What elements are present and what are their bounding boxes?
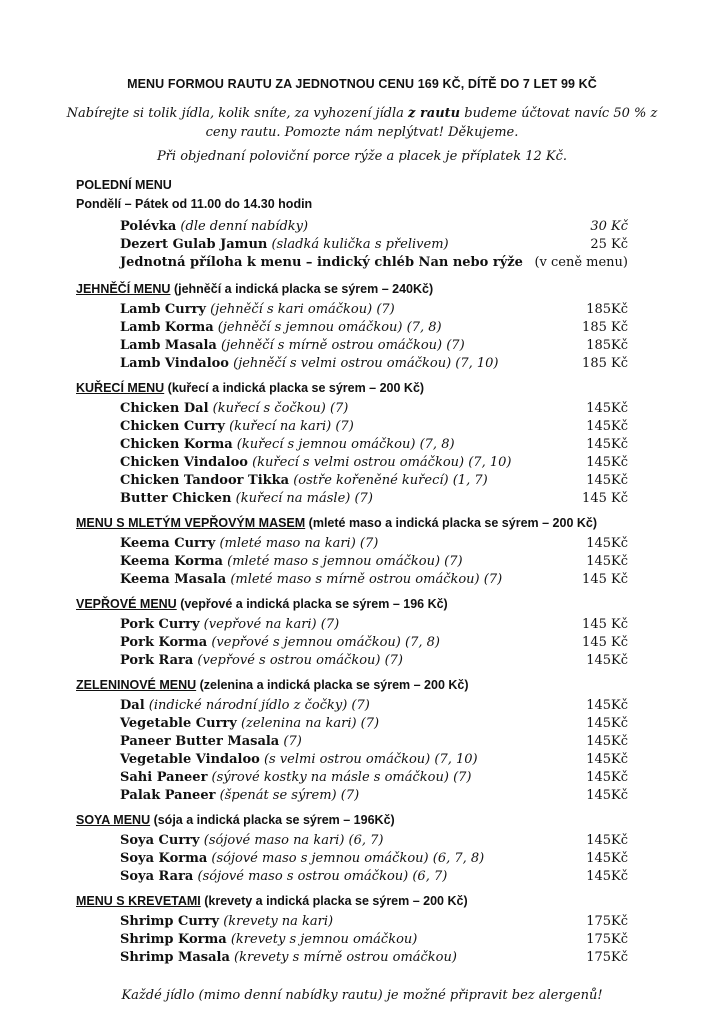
dish-price: 30 Kč [590,219,628,234]
dish-text [120,491,373,506]
dish-name: Chicken Tandoor Tikka [120,473,290,488]
dish-name: Polévka [120,219,177,234]
dish-name: Butter Chicken [120,491,232,506]
dish-price: 145 Kč [582,491,628,506]
dish-description: (jehněčí s velmi ostrou omáčkou) (7, 10) [228,356,499,371]
section-title: JEHNĚČÍ MENU [76,282,171,296]
dish-price: 175Kč [586,932,628,947]
dish-price: 145Kč [586,698,628,713]
dish-description: (sójové maso s ostrou omáčkou) (6, 7) [193,869,448,884]
dish-description: (kuřecí s jemnou omáčkou) (7, 8) [232,437,455,452]
dish-description: (kuřecí na kari) (7) [224,419,354,434]
dish-text [120,455,511,470]
dish-price: 145Kč [586,716,628,731]
dish-description: (mleté maso na kari) (7) [215,536,379,551]
section-subtitle: (vepřové a indická placka se sýrem – 196 Kč) [176,597,448,611]
menu-item [120,851,628,869]
dish-name: Soya Rara [120,869,194,884]
dish-price: 145Kč [586,788,628,803]
dish-description: (vepřové na kari) (7) [199,617,340,632]
section-title: MENU S KREVETAMI [76,894,201,908]
section-title: ZELENINOVÉ MENU [76,678,197,692]
dish-name: Dal [120,698,145,713]
section-subtitle: (sója a indická placka se sýrem – 196Kč) [150,813,395,827]
dish-name: Lamb Curry [120,302,206,317]
section-title: SOYA MENU [76,813,151,827]
section-header-pork [76,597,448,611]
dish-description: (s velmi ostrou omáčkou) (7, 10) [259,752,478,767]
dish-text [120,734,302,749]
dish-price: 145Kč [586,752,628,767]
dish-description: (kuřecí s velmi ostrou omáčkou) (7, 10) [247,455,512,470]
dish-description: (7) [279,734,302,749]
dish-name: Shrimp Masala [120,950,230,965]
dish-price: 145Kč [586,473,628,488]
dish-price: 145Kč [586,734,628,749]
dish-price: 145Kč [586,401,628,416]
allergen-footer-note: Každé jídlo (mimo denní nabídky rautu) je možné připravit bez alergenů! [121,988,603,1003]
dish-price: 145 Kč [582,572,628,587]
section-title: KUŘECÍ MENU [76,381,165,395]
dish-description: (kuřecí s čočkou) (7) [208,401,349,416]
dish-description: (dle denní nabídky) [176,219,309,234]
menu-item [120,752,628,770]
dish-price: 145Kč [586,851,628,866]
dish-price: 185 Kč [582,356,628,371]
dish-price: 185Kč [586,302,628,317]
dish-description: (indické národní jídlo z čočky) (7) [144,698,370,713]
dish-name: Jednotná příloha k menu – indický chléb Nan nebo rýže [120,255,523,270]
dish-name: Chicken Korma [120,437,233,452]
dish-price: 145 Kč [582,617,628,632]
menu-item [120,320,628,338]
lunch-item [120,237,628,255]
section-header-soya [76,813,395,827]
section-subtitle: (zelenina a indická placka se sýrem – 200 Kč) [196,678,469,692]
dish-name: Chicken Dal [120,401,209,416]
dish-price: 145Kč [586,455,628,470]
dish-description: (sladká kulička s přelivem) [267,237,449,252]
dish-name: Keema Korma [120,554,223,569]
page-title: MENU FORMOU RAUTU ZA JEDNOTNOU CENU 169 KČ, DÍTĚ DO 7 LET 99 KČ [127,77,597,91]
dish-text [120,635,440,650]
menu-item [120,635,628,653]
menu-item [120,788,628,806]
dish-name: Soya Curry [120,833,200,848]
dish-name: Soya Korma [120,851,208,866]
dish-description: (špenát se sýrem) (7) [215,788,360,803]
section-header-lamb [76,282,433,296]
dish-price: 145Kč [586,869,628,884]
menu-item [120,356,628,374]
menu-item [120,698,628,716]
section-header-shrimp [76,894,468,908]
dish-text [120,419,354,434]
menu-item [120,914,628,932]
dish-description: (mleté maso s mírně ostrou omáčkou) (7) [226,572,503,587]
dish-name: Dezert Gulab Jamun [120,237,268,252]
dish-name: Lamb Vindaloo [120,356,229,371]
dish-text [120,237,449,252]
dish-description: (sójové maso na kari) (6, 7) [199,833,384,848]
dish-text [120,770,471,785]
dish-text [120,554,463,569]
section-subtitle: (mleté maso a indická placka se sýrem – 200 Kč) [305,516,598,530]
dish-description: (vepřové s ostrou omáčkou) (7) [193,653,404,668]
dish-name: Vegetable Curry [120,716,237,731]
lunch-item [120,255,628,273]
dish-price: 25 Kč [590,237,628,252]
menu-item [120,419,628,437]
dish-description: (kuřecí na másle) (7) [231,491,373,506]
menu-item [120,932,628,950]
dish-text [120,950,457,965]
menu-item [120,617,628,635]
dish-description: (zelenina na kari) (7) [236,716,380,731]
dish-text [120,833,383,848]
dish-name: Paneer Butter Masala [120,734,280,749]
intro-text-part1: Nabírejte si tolik jídla, kolik sníte, za vyhození jídla [66,106,409,121]
menu-item [120,473,628,491]
section-subtitle: (jehněčí a indická placka se sýrem – 240Kč) [170,282,434,296]
lunch-menu-title: POLEDNÍ MENU [76,178,172,192]
dish-price: 145Kč [586,653,628,668]
dish-text [120,851,484,866]
dish-name: Chicken Curry [120,419,225,434]
dish-name: Chicken Vindaloo [120,455,248,470]
intro-paragraph [60,104,664,142]
menu-item [120,653,628,671]
dish-name: Shrimp Curry [120,914,220,929]
menu-item [120,554,628,572]
section-header-minced-pork [76,516,597,530]
dish-price: 145Kč [586,419,628,434]
dish-description: (sýrové kostky na másle s omáčkou) (7) [207,770,472,785]
dish-description: (sójové maso s jemnou omáčkou) (6, 7, 8) [207,851,485,866]
section-header-chicken [76,381,424,395]
dish-price: 175Kč [586,914,628,929]
dish-description: (krevety na kari) [219,914,334,929]
dish-name: Keema Curry [120,536,216,551]
dish-text [120,869,447,884]
dish-text [120,716,379,731]
dish-name: Vegetable Vindaloo [120,752,260,767]
intro-text-part2: budeme účtovat navíc 50 % z ceny rautu. Pomozte nám neplýtvat! Děkujeme. [205,106,658,140]
section-subtitle: (krevety a indická placka se sýrem – 200 Kč) [200,894,468,908]
menu-item [120,572,628,590]
dish-name: Shrimp Korma [120,932,227,947]
dish-text [120,320,442,335]
dish-name: Palak Paneer [120,788,216,803]
dish-text [120,473,488,488]
menu-item [120,950,628,968]
dish-price: 145Kč [586,770,628,785]
dish-price: 145Kč [586,833,628,848]
intro-text-bold: z rautu [408,106,461,121]
dish-description: (jehněčí s jemnou omáčkou) (7, 8) [213,320,442,335]
dish-price: 175Kč [586,950,628,965]
dish-name: Pork Curry [120,617,200,632]
dish-description: (mleté maso s jemnou omáčkou) (7) [222,554,463,569]
dish-description: (jehněčí s kari omáčkou) (7) [206,302,395,317]
dish-description: (krevety s mírně ostrou omáčkou) [229,950,457,965]
dish-text [120,536,378,551]
dish-name: Pork Korma [120,635,208,650]
menu-item [120,302,628,320]
dish-price: 145Kč [586,536,628,551]
menu-item [120,491,628,509]
lunch-menu-header [76,176,312,214]
lunch-menu-hours: Pondělí – Pátek od 11.00 do 14.30 hodin [76,197,313,211]
dish-price: 145 Kč [582,635,628,650]
menu-item [120,833,628,851]
dish-text [120,752,478,767]
half-portion-note: Při objednaní poloviční porce rýže a placek je příplatek 12 Kč. [156,149,568,164]
dish-text [120,914,333,929]
dish-name: Sahi Paneer [120,770,208,785]
dish-name: Pork Rara [120,653,194,668]
dish-text [120,401,348,416]
menu-item [120,536,628,554]
section-title: MENU S MLETÝM VEPŘOVÝM MASEM [76,516,306,530]
dish-text [120,219,308,234]
dish-text [120,698,370,713]
menu-item [120,716,628,734]
menu-item [120,437,628,455]
dish-text [120,932,417,947]
dish-text [120,255,523,270]
dish-description: (krevety s jemnou omáčkou) [226,932,418,947]
lunch-item [120,219,628,237]
section-header-vegetable [76,678,469,692]
dish-text [120,437,455,452]
dish-text [120,653,403,668]
dish-price: 145Kč [586,437,628,452]
menu-item [120,770,628,788]
dish-name: Keema Masala [120,572,227,587]
dish-price: 145Kč [586,554,628,569]
menu-item [120,734,628,752]
dish-text [120,302,395,317]
section-title: VEPŘOVÉ MENU [76,597,177,611]
menu-item [120,401,628,419]
dish-text [120,788,359,803]
menu-item [120,869,628,887]
dish-description: (ostře kořeněné kuřecí) (1, 7) [289,473,488,488]
section-subtitle: (kuřecí a indická placka se sýrem – 200 Kč) [164,381,425,395]
dish-description: (jehněčí s mírně ostrou omáčkou) (7) [216,338,465,353]
dish-name: Lamb Korma [120,320,214,335]
dish-price: 185Kč [586,338,628,353]
dish-description: (vepřové s jemnou omáčkou) (7, 8) [207,635,440,650]
dish-text [120,572,502,587]
dish-text [120,338,465,353]
menu-item [120,455,628,473]
dish-text [120,356,499,371]
dish-text [120,617,339,632]
menu-item [120,338,628,356]
dish-price: 185 Kč [582,320,628,335]
dish-name: Lamb Masala [120,338,217,353]
dish-price: (v ceně menu) [534,255,628,270]
